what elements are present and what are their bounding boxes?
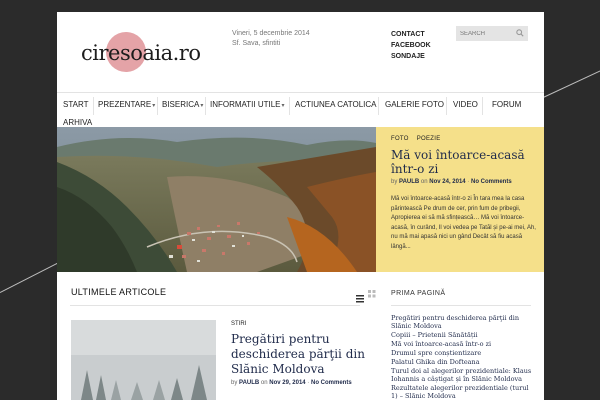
featured-categories [391,136,447,142]
post-category[interactable]: STIRI [231,321,247,327]
facebook-link[interactable]: FACEBOOK [391,42,431,49]
nav-label: ARHIVA [63,118,93,127]
nav-item-prezentare[interactable] [98,99,155,111]
comments-link[interactable]: No Comments [310,380,352,386]
nav-item-biserica[interactable] [162,99,203,111]
category-link[interactable]: POEZIE [416,136,441,142]
polls-link[interactable]: SONDAJE [391,53,425,60]
meta-on: on [420,179,428,185]
nav-divider [289,97,290,115]
chevron-down-icon: ▾ [200,103,204,109]
post-meta: by PAULB on Nov 29, 2014 · No Comments [231,380,352,386]
category-link[interactable]: FOTO [391,136,409,142]
sidebar-link[interactable]: Palatul Ghika din Dofteana [391,358,480,366]
nav-divider [378,97,379,115]
grid-view-icon[interactable] [368,290,376,298]
nav-label: GALERIE FOTO [385,100,444,109]
featured-excerpt: Mă voi întoarce-acasă într-o zi În tara mea la casa părintească Pe drum de cer, prin fum de pribegii, Apropierea ei să mă sfințească… Mă voi întoarce-acasă, în curând, Il voi vedea pe Tatăl și pe-ai mei, Ah, nu mă mai apasă nici un gând Decât să fiu acasă lângă... [391,196,536,250]
section-divider [70,305,360,306]
chevron-down-icon: ▾ [281,103,285,109]
comments-link[interactable]: No Comments [470,179,512,185]
featured-post [376,127,544,272]
top-links [391,29,431,62]
sidebar-title: PRIMA PAGINĂ [391,290,446,297]
hero-image[interactable] [57,127,376,272]
nav-divider [205,97,206,115]
current-date: Vineri, 5 decembrie 2014 [232,30,310,37]
foggy-forest-image [71,320,216,400]
site-header [57,12,544,92]
featured-title[interactable]: Mă voi întoarce-acasă într-o zi [391,148,525,176]
post-title[interactable]: Pregătiri pentru deschiderea părţii din Slănic Moldova [231,332,365,376]
author-link[interactable]: PAULB [239,380,260,386]
nav-item-start[interactable] [63,99,88,111]
site-logo[interactable] [73,30,203,78]
nav-divider [446,97,447,115]
nav-label: FORUM [492,100,522,109]
post-date: Nov 24, 2014 [429,179,466,185]
nav-item-video[interactable] [453,99,478,111]
sidebar-link[interactable]: Turul doi al alegerilor prezidentiale: Klaus Iohannis a câștigat și în Slănic Moldova [391,367,532,383]
nav-divider [482,97,483,115]
author-link[interactable]: PAULB [399,179,420,185]
background-line-right [541,68,600,98]
saint-of-day: Sf. Sava, sfintiti [232,40,281,47]
nav-label: BISERICA [162,100,200,109]
search-box [456,26,528,41]
sidebar-link[interactable]: Pregătiri pentru deschiderea părţii din Slănic Moldova [391,314,520,330]
search-input[interactable] [460,26,514,41]
date-block [232,29,310,49]
nav-label: VIDEO [453,100,478,109]
meta-on: on [260,380,268,386]
nav-label: INFORMATII UTILE [210,100,281,109]
nav-label: ACTIUNEA CATOLICA [295,100,377,109]
chevron-down-icon: ▾ [152,103,156,109]
page-container [57,12,544,400]
mountain-village-image [57,127,376,272]
sidebar-link[interactable]: Rezultatele alegerilor prezidentiale (turul 1) – Slănic Moldova [391,384,529,400]
nav-label: PREZENTARE [98,100,152,109]
nav-item-actiunea-catolica[interactable] [295,99,377,111]
nav-item-galerie-foto[interactable] [385,99,444,111]
meta-by: by [391,179,398,185]
nav-divider [157,97,158,115]
post-date: Nov 29, 2014 [269,380,306,386]
sidebar-divider [391,305,531,306]
search-icon[interactable] [516,29,524,37]
nav-item-informatii-utile[interactable] [210,99,285,111]
sidebar-link[interactable]: Copiii – Prietenii Sănătății [391,331,478,339]
background-line-left [0,259,64,293]
sidebar-link[interactable]: Drumul spre conștientizare [391,349,482,357]
sidebar-post-list [391,314,536,400]
latest-articles-title: ULTIMELE ARTICOLE [71,287,167,297]
contact-link[interactable]: CONTACT [391,31,425,38]
meta-by: by [231,380,238,386]
nav-label: START [63,100,89,109]
featured-meta: by PAULB on Nov 24, 2014 · No Comments [391,179,512,185]
post-thumbnail[interactable] [71,320,216,400]
logo-text: ciresoaia.ro [81,41,201,65]
nav-item-forum[interactable] [492,99,521,111]
nav-divider [93,97,94,115]
sidebar-link[interactable]: Mă voi întoarce-acasă într-o zi [391,340,492,348]
